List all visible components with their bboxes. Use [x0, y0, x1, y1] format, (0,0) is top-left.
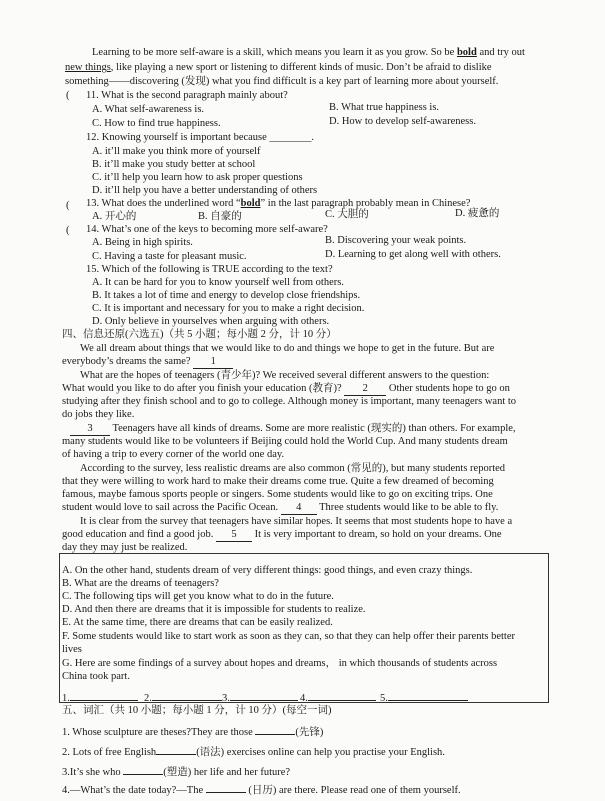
- passage-line: something——discovering (发现) what you find difficult is a key part of learning more about yourself.: [65, 76, 499, 87]
- answer-2: 2.: [144, 690, 222, 705]
- vocab-4-field[interactable]: [206, 782, 246, 793]
- passage-line: do jobs they like.: [62, 409, 135, 420]
- blank-2: 2: [344, 383, 386, 396]
- passage-line: good education and find a good job. 5 It is very important to dream, so hold on your dreams. One: [62, 529, 502, 540]
- passage-line: What would you like to do after you finish your education (教育)? 2 Other students hope to go on: [62, 383, 510, 394]
- option: C. How to find true happiness.: [92, 118, 221, 129]
- question-stem: 14. What’s one of the keys to becoming more self-aware?: [86, 224, 328, 235]
- option: B. it’ll make you study better at school: [92, 159, 256, 170]
- vocab-item: 2. Lots of free English (语法) exercises online can help you practise your English.: [62, 744, 445, 759]
- box-option: B. What are the dreams of teenagers?: [62, 578, 219, 589]
- passage-line: According to the survey, less realistic dreams are also common (常见的), but many students reported: [80, 463, 506, 474]
- option: A. it’ll make you think more of yourself: [92, 146, 261, 157]
- answer-4: 4.: [300, 690, 376, 705]
- option: D. it’ll help you have a better understanding of others: [92, 185, 318, 196]
- option: B. It takes a lot of time and energy to develop close friendships.: [92, 290, 361, 301]
- answer-4-field[interactable]: [308, 690, 376, 701]
- option: B. What true happiness is.: [329, 102, 440, 113]
- answer-paren: (: [66, 225, 70, 236]
- passage-line: student would love to sail across the Pacific Ocean. 4 Three students would like to be able to fly.: [62, 502, 499, 513]
- option: D. How to develop self-awareness.: [329, 116, 476, 127]
- option: C. 大胆的: [325, 209, 369, 220]
- passage-line: famous, maybe famous sports people or singers. Some students would like to go on exciting trips. One: [62, 489, 493, 500]
- option: D. Only believe in yourselves when arguing with others.: [92, 316, 330, 327]
- passage-line: Learning to be more self-aware is a skill, which means you learn it as you grow. So be bold and try out: [92, 47, 525, 58]
- answer-3: 3.: [222, 690, 298, 705]
- option: A. It can be hard for you to know yourself well from others.: [92, 277, 344, 288]
- box-option: F. Some students would like to start work as soon as they can, so that they can help offer their parents better: [62, 631, 515, 642]
- answer-paren: (: [66, 90, 70, 101]
- box-option: D. And then there are dreams that it is impossible for students to realize.: [62, 604, 366, 615]
- option: A. 开心的: [92, 211, 137, 222]
- passage-line: of having a trip to every corner of the world one day.: [62, 449, 285, 460]
- answer-2-field[interactable]: [152, 690, 222, 701]
- box-option: E. At the same time, there are dreams that can be easily realized.: [62, 617, 333, 628]
- passage-line: that they were willing to work hard to make their dreams come true. Quite a few dreamed of becoming: [62, 476, 494, 487]
- blank-4: 4: [281, 502, 317, 515]
- question-stem: 12. Knowing yourself is important because ________.: [86, 132, 315, 143]
- vocab-item: 3.It’s she who (塑造) her life and her future?: [62, 764, 290, 779]
- vocab-2-field[interactable]: [156, 744, 196, 755]
- answer-1-field[interactable]: [70, 690, 138, 701]
- section-title: 五、词汇（共 10 小题；每小题 1 分，计 10 分）(每空一词): [62, 705, 332, 716]
- option: C. Having a taste for pleasant music.: [92, 251, 247, 262]
- box-option: China took part.: [62, 671, 130, 682]
- bold-word: bold: [456, 47, 477, 58]
- passage-line: We all dream about things that we would like to do and things we hope to get in the future. But are: [80, 343, 495, 354]
- box-option: C. The following tips will get you know what to do in the future.: [62, 591, 334, 602]
- blank-3: 3: [70, 423, 110, 436]
- option: D. Learning to get along well with others.: [325, 249, 501, 260]
- passage-line: 3 Teenagers have all kinds of dreams. Some are more realistic (现实的) than others. For example,: [70, 423, 516, 436]
- passage-line: many students would like to be volunteers if Beijing could hold the World Cup. And many students dream: [62, 436, 508, 447]
- answer-5: 5.: [380, 690, 468, 705]
- answer-1: 1.: [62, 690, 138, 705]
- box-option: G. Here are some findings of a survey about hopes and dreams， in which thousands of students across: [62, 658, 498, 669]
- option: B. Discovering your weak points.: [325, 235, 467, 246]
- question-stem: 13. What does the underlined word “bold” in the last paragraph probably mean in Chinese?: [86, 198, 471, 209]
- option: C. it’ll help you learn how to ask proper questions: [92, 172, 303, 183]
- question-stem: 15. Which of the following is TRUE according to the text?: [86, 264, 333, 275]
- option: B. 自豪的: [198, 211, 242, 222]
- box-option: A. On the other hand, students dream of very different things: good things, and even crazy things.: [62, 565, 473, 576]
- passage-line: new things, like playing a new sport or listening to different kinds of music. Don’t be afraid to dislike: [65, 62, 492, 73]
- passage-line: everybody’s dreams the same? 1: [62, 356, 233, 369]
- option: D. 疲惫的: [455, 208, 500, 219]
- vocab-3-field[interactable]: [123, 764, 163, 775]
- option: C. It is important and necessary for you to make a right decision.: [92, 303, 365, 314]
- passage-line: What are the hopes of teenagers (青少年)? We received several different answers to the question:: [80, 370, 490, 381]
- passage-line: studying after they finish school and to go to college. Although money is important, many teenagers want to: [62, 396, 517, 407]
- passage-line: It is clear from the survey that teenagers have similar hopes. It seems that most students hope to have a: [80, 516, 513, 527]
- answer-paren: (: [66, 200, 70, 211]
- section-title: 四、信息还原(六选五)（共 5 小题；每小题 2 分，计 10 分）: [62, 329, 337, 340]
- option: A. Being in high spirits.: [92, 237, 193, 248]
- box-option: lives: [62, 644, 82, 655]
- blank-1: 1: [193, 356, 233, 369]
- answer-5-field[interactable]: [388, 690, 468, 701]
- option: A. What self-awareness is.: [92, 104, 205, 115]
- blank-5: 5: [216, 529, 252, 542]
- passage-line: day they may just be realized.: [62, 542, 188, 553]
- vocab-item: 1. Whose sculpture are theses?They are those (先锋): [62, 724, 323, 739]
- question-stem: 11. What is the second paragraph mainly about?: [86, 90, 288, 101]
- answer-3-field[interactable]: [230, 690, 298, 701]
- vocab-item: 4.—What’s the date today?—The (日历) are there. Please read one of them yourself.: [62, 782, 461, 797]
- vocab-1-field[interactable]: [255, 724, 295, 735]
